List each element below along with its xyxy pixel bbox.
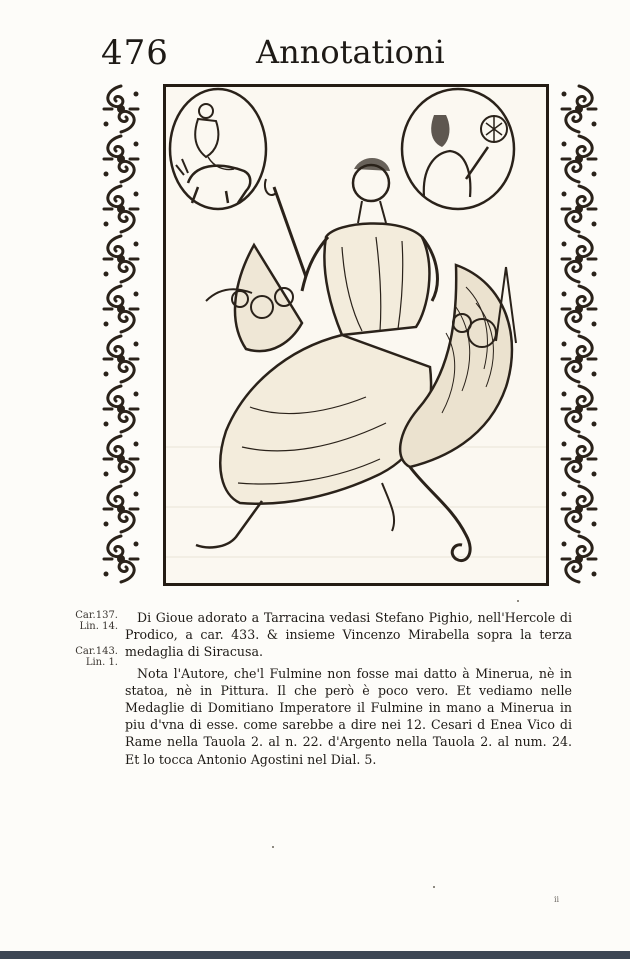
scan-bottom-edge — [0, 951, 630, 959]
folio-mark: ii — [554, 895, 560, 904]
woodcut-illustration — [163, 84, 549, 586]
paper-speck — [517, 600, 519, 602]
paper-speck — [272, 846, 274, 848]
page-number: 476 — [101, 33, 169, 73]
margin-note-car: Car.137. — [75, 610, 118, 621]
floral-arabesque-border-icon — [556, 84, 602, 584]
running-head: Annotationi — [256, 33, 445, 71]
margin-note-car: Car.143. — [75, 646, 118, 657]
paper-speck — [433, 886, 435, 888]
body-text — [125, 609, 572, 772]
margin-note-lin: Lin. 14. — [79, 621, 118, 632]
margin-note — [62, 610, 118, 632]
paragraph: Nota l'Autore, che'l Fulmine non fosse mai datto à Minerua, nè in statoa, nè in Pittura. Il che però è poco vero. Et vediamo nelle Medaglie di Domitiano Imperatore il Fulmine in mano a Minerua in piu d'vna di esse. come sarebbe a dire nei 12. Cesari d Enea Vico di Rame nella Tauola 2. al n. 22. d'Argento nella Tauola 2. al num. 24. Et lo tocca Antonio Agostini nel Dial. 5. — [125, 665, 572, 767]
ornament-border-right — [556, 84, 602, 584]
ornament-border-left — [98, 84, 144, 584]
medallion-figure-riding-animal-icon — [170, 89, 266, 209]
floral-arabesque-border-icon — [98, 84, 144, 584]
margin-note — [62, 646, 118, 668]
margin-notes — [62, 610, 118, 678]
paragraph: Di Gioue adorato a Tarracina vedasi Stefano Pighio, nell'Hercole di Prodico, a car. 433. & insieme Vincenzo Mirabella sopra la terza medaglia di Siracusa. — [125, 610, 572, 660]
woodcut-seated-woman-cornucopia-icon — [166, 87, 546, 583]
medallion-figure-holding-flowers-icon — [402, 89, 514, 209]
margin-note-lin: Lin. 1. — [85, 657, 118, 668]
